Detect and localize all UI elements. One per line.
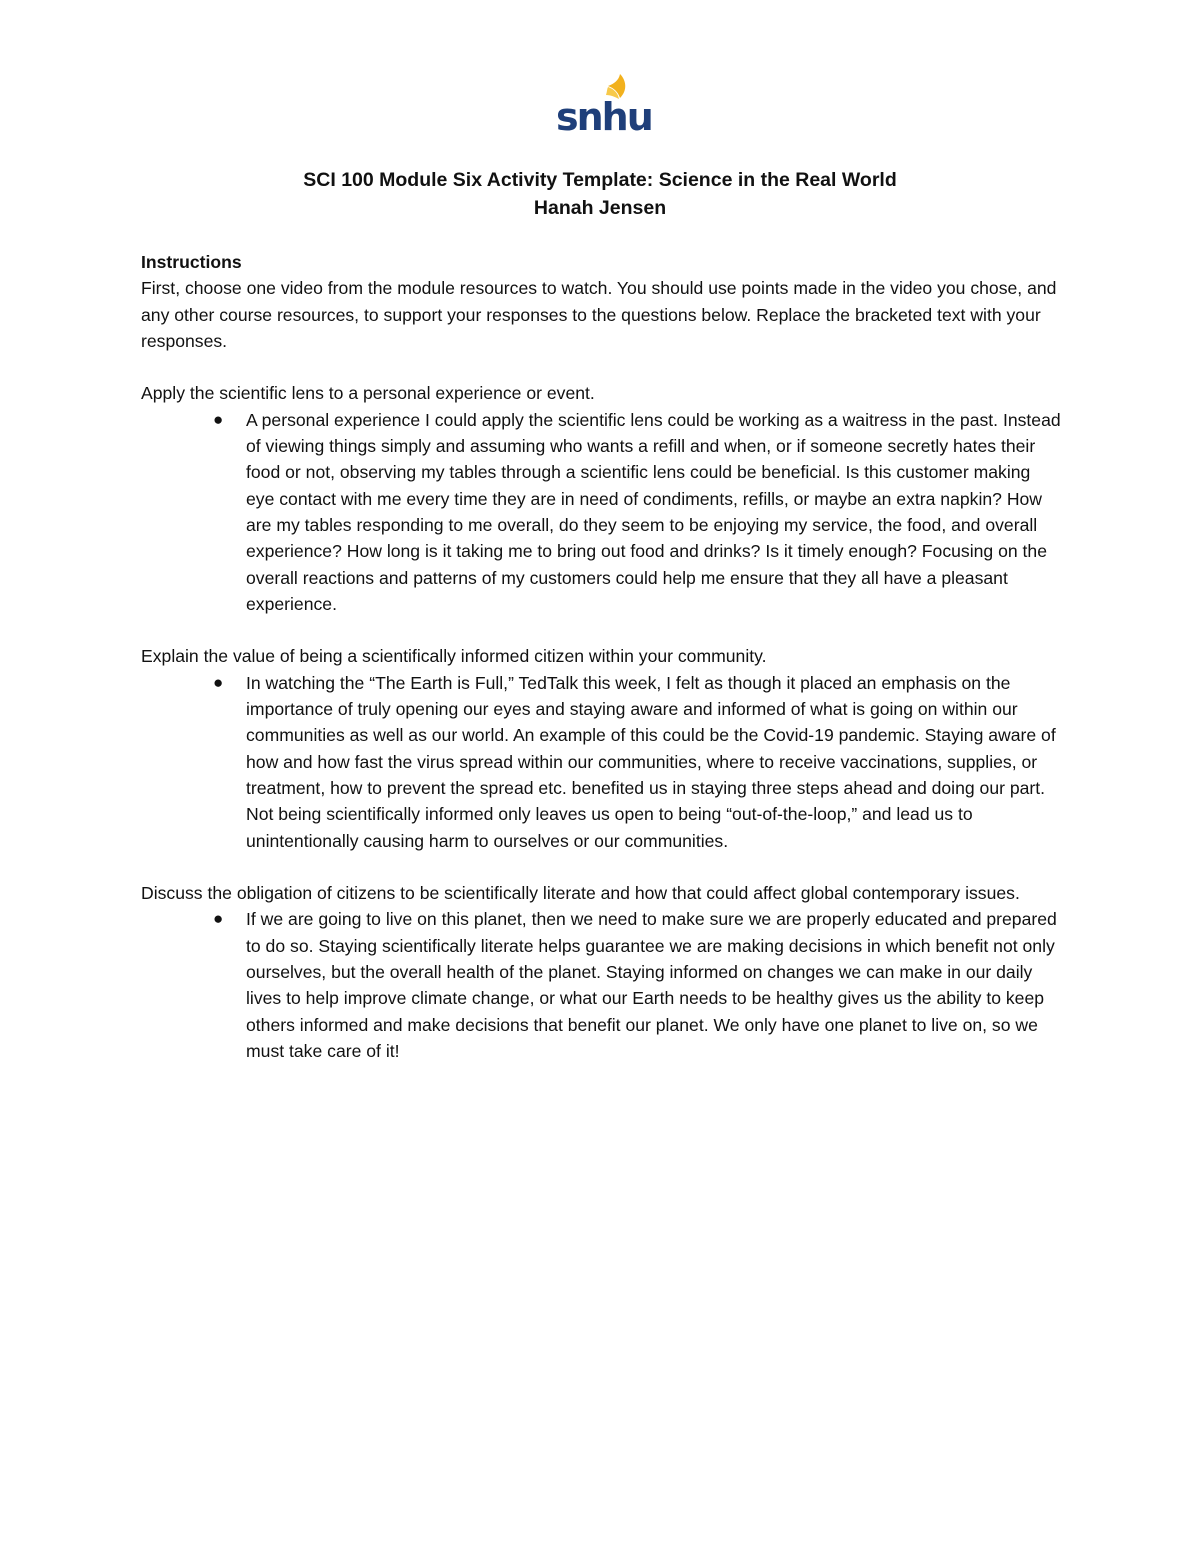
instructions-body: First, choose one video from the module resources to watch. You should use points made in the video you chose, and any other course resources, to support your responses to the questions below. Replace the bracketed text with your responses. — [141, 278, 1057, 351]
answer-item-3 — [213, 906, 1061, 1064]
bullet-icon: ● — [213, 409, 224, 429]
answer-text-2: In watching the “The Earth is Full,” TedTalk this week, I felt as though it placed an emphasis on the importance of truly opening our eyes and staying aware and informed of what is going on within our communities as well as our world. An example of this could be the Covid-19 pandemic. Staying aware of how and how fast the virus spread within our communities, where to receive vaccinations, supplies, or treatment, how to prevent the spread etc. benefited us in staying three steps ahead and doing our part. Not being scientifically informed only leaves us open to being “out-of-the-loop,” and lead us to unintentionally causing harm to ourselves or our communities. — [246, 672, 1056, 851]
question-prompt-3: Discuss the obligation of citizens to be scientifically literate and how that could affect global contemporary issues. — [141, 883, 1020, 904]
question-prompt-1: Apply the scientific lens to a personal experience or event. — [141, 383, 595, 404]
logo-wordmark: snhu — [556, 95, 652, 139]
bullet-icon: ● — [213, 672, 224, 692]
snhu-flame-logo-icon — [556, 74, 652, 139]
document-author: Hanah Jensen — [533, 197, 667, 219]
bullet-icon: ● — [213, 909, 224, 929]
snhu-logo — [556, 74, 652, 139]
instructions-heading: Instructions — [141, 252, 242, 272]
answer-text-1: A personal experience I could apply the scientific lens could be working as a waitress in the past. Instead of viewing things simply and assuming who wants a refill and when, or if someone secretly hates their food or not, observing my tables through a scientific lens could be beneficial. Is this customer making eye contact with me every time they are in need of condiments, refills, or maybe an extra napkin? How are my tables responding to me overall, do they seem to be enjoying my service, the food, and overall experience? How long is it taking me to bring out food and drinks? Is it timely enough? Focusing on the overall reactions and patterns of my customers could help me ensure that they all have a pleasant experience. — [246, 409, 1061, 614]
answer-list-2 — [141, 670, 1061, 854]
answer-list-3 — [141, 906, 1061, 1064]
question-prompt-2: Explain the value of being a scientifically informed citizen within your community. — [141, 646, 767, 667]
answer-item-1 — [213, 407, 1061, 617]
document-body — [141, 249, 1061, 1064]
answer-list-1 — [141, 407, 1061, 617]
document-title: SCI 100 Module Six Activity Template: Science in the Real World — [303, 169, 897, 191]
answer-text-3: If we are going to live on this planet, then we need to make sure we are properly educated and prepared to do so. Staying scientifically literate helps guarantee we are making decisions in which benefit not only ourselves, but the overall health of the planet. Staying informed on changes we can make in our daily lives to help improve climate change, or what our Earth needs to be healthy gives us the ability to keep others informed and make decisions that benefit our planet. We only have one planet to live on, so we must take care of it! — [246, 909, 1057, 1061]
document-header — [0, 166, 1200, 222]
answer-item-2 — [213, 670, 1061, 854]
